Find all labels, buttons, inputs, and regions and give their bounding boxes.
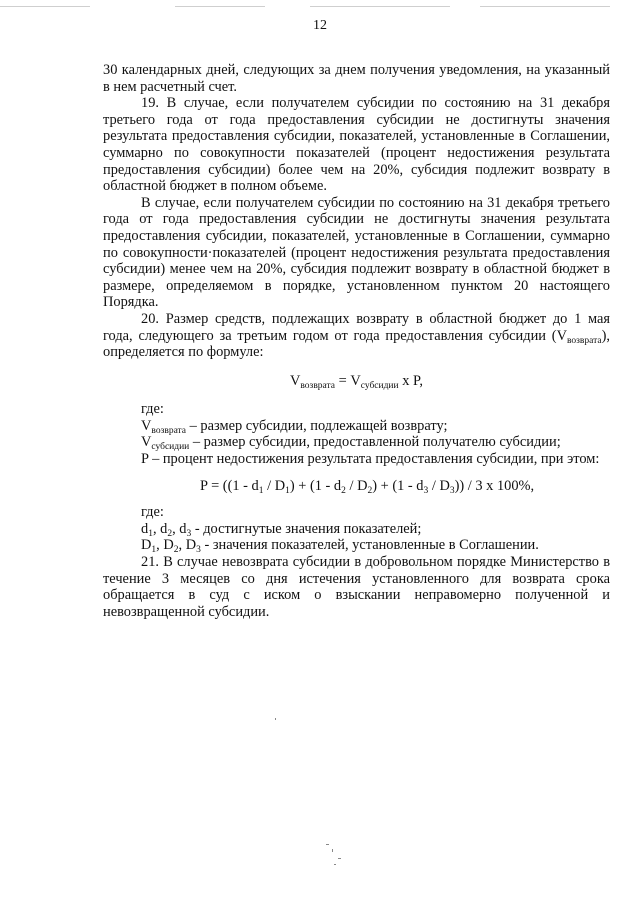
formula-legend-where-2: где:	[141, 504, 164, 521]
scan-speck	[332, 849, 333, 852]
legend-p: P – процент недостижения результата предоставления субсидии, при этом:	[141, 451, 600, 468]
legend-v-subsidy: $V_{субсидии}$ – размер субсидии, предоставленной получателю субсидии;	[141, 434, 561, 453]
scan-artifact	[480, 6, 610, 7]
formula-return-amount: $V_{возврата} = V_{субсидии}$ x P,	[289, 372, 423, 391]
document-body	[103, 62, 610, 620]
formula-p: $P = ((1 - d_1 / D_1) + (1 - d_2 / D_2) + (1 - d_3 / D_3)) / 3$ x 100%,	[200, 477, 535, 496]
scan-speck	[338, 858, 341, 859]
legend-d-small: $d_1$, $d_2$, $d_3$ - достигнутые значения показателей;	[141, 520, 422, 539]
paragraph-21: 21. В случае невозврата субсидии в добровольном порядке Министерство в течение 3 месяцев со дня истечения установленного для возврата срока обращается в суд с иском о взыскании неправомерно полученной и невозвращенной субсидии.	[103, 554, 610, 620]
formula-legend-where: где:	[141, 401, 164, 418]
paragraph-19: 19. В случае, если получателем субсидии по состоянию на 31 декабря третьего года от года предоставления субсидии не достигнуты значения результата предоставления субсидии, показателей, установленные в Соглашении, суммарно по совокупности показателей (процент недостижения результата предоставления субсидии) более чем на 20%, субсидия подлежит возврату в областной бюджет в полном объеме.	[103, 95, 610, 195]
scan-artifact	[0, 6, 90, 7]
paragraph-19-cont: В случае, если получателем субсидии по состоянию на 31 декабря третьего года от года предоставления субсидии не достигнуты значения результата предоставления субсидии, показателей, установленные в Соглашении, суммарно по совокупности·показателей (процент недостижения результата предоставления субсидии) менее чем на 20%, субсидия подлежит возврату в областной бюджет в размере, определяемом в порядке, установленном пунктом 20 настоящего Порядка.	[103, 194, 610, 311]
scan-speck	[326, 844, 329, 845]
scan-speck	[275, 718, 276, 720]
scan-artifact	[175, 6, 265, 7]
legend-d-capital: $D_1$, $D_2$, $D_3$ - значения показателей, установленные в Соглашении.	[141, 537, 539, 556]
scan-artifact	[310, 6, 450, 7]
page-number: 12	[313, 18, 327, 33]
paragraph: 30 календарных дней, следующих за днем получения уведомления, на указанный в нем расчетный счет.	[103, 62, 610, 95]
legend-v-return: $V_{возврата}$ – размер субсидии, подлежащей возврату;	[141, 417, 448, 436]
paragraph-20: 20. Размер средств, подлежащих возврату в областной бюджет до 1 мая года, следующего за третьим годом от года предоставления субсидии $(V_{возврата})$, определяется по формуле:	[103, 310, 610, 361]
scan-speck	[334, 864, 336, 865]
